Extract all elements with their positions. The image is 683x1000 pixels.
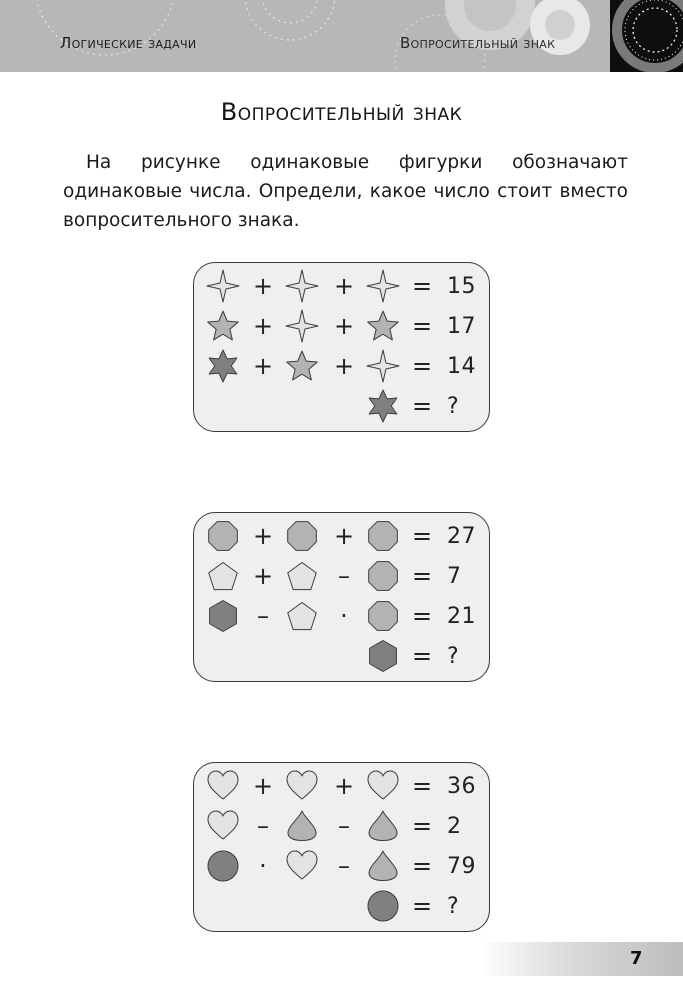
equals-sign: =	[411, 522, 433, 550]
pentagon-icon	[282, 596, 322, 636]
operator-sign: +	[252, 772, 274, 800]
header-section-label: Логические задачи	[60, 34, 197, 52]
heart-icon	[282, 766, 322, 806]
equation-result: ?	[447, 893, 460, 919]
equals-sign: =	[411, 642, 433, 670]
drop-icon	[282, 806, 322, 846]
equation-row	[193, 266, 490, 306]
circle-icon	[203, 846, 243, 886]
star4-shape-graphic	[284, 308, 320, 344]
drop-shape-graphic	[365, 848, 401, 884]
equation-result: 36	[447, 773, 476, 799]
equation-result: 2	[447, 813, 462, 839]
operator-sign: –	[257, 812, 269, 840]
hexagon-shape-graphic	[205, 598, 241, 634]
equation-row	[193, 386, 490, 426]
star4-shape-graphic	[205, 268, 241, 304]
operator-sign: +	[333, 772, 355, 800]
pentagon-icon	[203, 556, 243, 596]
header-topic-label: Вопросительный знак	[400, 34, 556, 52]
star4-icon	[282, 306, 322, 346]
drop-icon	[363, 846, 403, 886]
star5-shape-graphic	[205, 308, 241, 344]
star4-icon	[203, 266, 243, 306]
equation-result: ?	[447, 393, 460, 419]
operator-sign: +	[252, 312, 274, 340]
equation-result: 14	[447, 353, 476, 379]
star4-icon	[363, 346, 403, 386]
pentagon-shape-graphic	[284, 598, 320, 634]
equals-sign: =	[411, 852, 433, 880]
operator-sign: –	[338, 812, 350, 840]
equals-sign: =	[411, 602, 433, 630]
puzzle-polygons	[193, 512, 490, 682]
equation-result: 27	[447, 523, 476, 549]
equation-result: 21	[447, 603, 476, 629]
footer-bar	[480, 942, 683, 976]
octagon-icon	[203, 516, 243, 556]
operator-sign: –	[257, 602, 269, 630]
octagon-icon	[282, 516, 322, 556]
octagon-shape-graphic	[365, 558, 401, 594]
operator-sign: +	[252, 352, 274, 380]
heart-icon	[203, 766, 243, 806]
page-header	[0, 0, 683, 72]
equals-sign: =	[411, 562, 433, 590]
pentagon-shape-graphic	[205, 558, 241, 594]
circle-icon	[363, 886, 403, 926]
operator-sign: ·	[340, 602, 348, 630]
drop-shape-graphic	[284, 808, 320, 844]
operator-sign: +	[252, 562, 274, 590]
operator-sign: +	[333, 272, 355, 300]
equals-sign: =	[411, 892, 433, 920]
octagon-shape-graphic	[365, 518, 401, 554]
operator-sign: +	[333, 352, 355, 380]
operator-sign: +	[333, 522, 355, 550]
operator-sign: +	[252, 522, 274, 550]
equation-row	[193, 636, 490, 676]
equation-result: 17	[447, 313, 476, 339]
equation-row	[193, 516, 490, 556]
star4-shape-graphic	[365, 348, 401, 384]
heart-shape-graphic	[284, 848, 320, 884]
operator-sign: +	[252, 272, 274, 300]
page-title: Вопросительный знак	[220, 98, 463, 126]
star4-icon	[363, 266, 403, 306]
drop-shape-graphic	[365, 808, 401, 844]
equation-result: 7	[447, 563, 462, 589]
star6-shape-graphic	[205, 348, 241, 384]
heart-shape-graphic	[284, 768, 320, 804]
operator-sign: –	[338, 562, 350, 590]
equation-result: 15	[447, 273, 476, 299]
page-number: 7	[630, 948, 643, 969]
star5-shape-graphic	[365, 308, 401, 344]
hexagon-icon	[203, 596, 243, 636]
heart-icon	[282, 846, 322, 886]
octagon-shape-graphic	[365, 598, 401, 634]
operator-sign: +	[333, 312, 355, 340]
equation-row	[193, 596, 490, 636]
intro-paragraph: На рисунке одинаковые фигурки обозначают одинаковые числа. Определи, какое число стоит вместо вопросительного знака.	[63, 152, 628, 231]
star5-icon	[363, 306, 403, 346]
octagon-icon	[363, 556, 403, 596]
hexagon-shape-graphic	[365, 638, 401, 674]
circle-shape-graphic	[365, 888, 401, 924]
equation-row	[193, 556, 490, 596]
equals-sign: =	[411, 272, 433, 300]
star5-shape-graphic	[284, 348, 320, 384]
octagon-icon	[363, 516, 403, 556]
pentagon-icon	[282, 556, 322, 596]
puzzle-hearts	[193, 762, 490, 932]
equation-row	[193, 846, 490, 886]
star6-icon	[203, 346, 243, 386]
equation-row	[193, 306, 490, 346]
star4-icon	[282, 266, 322, 306]
star5-icon	[282, 346, 322, 386]
octagon-shape-graphic	[205, 518, 241, 554]
equals-sign: =	[411, 352, 433, 380]
pentagon-shape-graphic	[284, 558, 320, 594]
equation-result: ?	[447, 643, 460, 669]
hexagon-icon	[363, 636, 403, 676]
octagon-icon	[363, 596, 403, 636]
heart-icon	[203, 806, 243, 846]
equals-sign: =	[411, 392, 433, 420]
star4-shape-graphic	[284, 268, 320, 304]
operator-sign: ·	[259, 852, 267, 880]
heart-shape-graphic	[365, 768, 401, 804]
heart-icon	[363, 766, 403, 806]
octagon-shape-graphic	[284, 518, 320, 554]
operator-sign: –	[338, 852, 350, 880]
star6-shape-graphic	[365, 388, 401, 424]
heart-shape-graphic	[205, 808, 241, 844]
equals-sign: =	[411, 312, 433, 340]
drop-icon	[363, 806, 403, 846]
equation-row	[193, 346, 490, 386]
heart-shape-graphic	[205, 768, 241, 804]
equals-sign: =	[411, 772, 433, 800]
circle-shape-graphic	[205, 848, 241, 884]
puzzle-stars	[193, 262, 490, 432]
star4-shape-graphic	[365, 268, 401, 304]
star6-icon	[363, 386, 403, 426]
equation-result: 79	[447, 853, 476, 879]
equation-row	[193, 806, 490, 846]
equals-sign: =	[411, 812, 433, 840]
star5-icon	[203, 306, 243, 346]
equation-row	[193, 766, 490, 806]
equation-row	[193, 886, 490, 926]
